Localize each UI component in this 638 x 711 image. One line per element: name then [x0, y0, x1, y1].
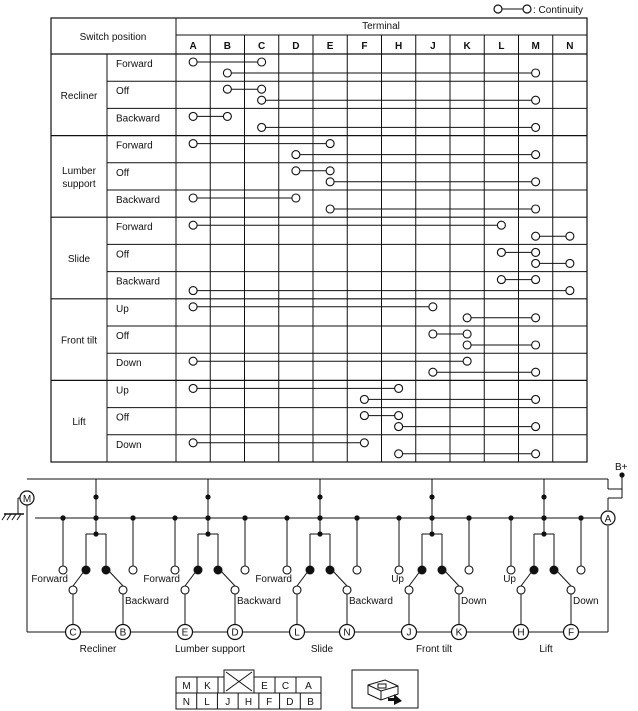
switch-position-label: Down: [116, 358, 142, 370]
continuity-terminal: [360, 395, 368, 403]
junction-dot: [429, 515, 434, 520]
continuity-terminal: [258, 123, 266, 131]
continuity-terminal: [292, 151, 300, 159]
switch-contact: [343, 586, 351, 594]
switch-position-label: Forward: [116, 222, 153, 234]
continuity-legend: [494, 5, 583, 16]
svg-text:A: A: [604, 514, 612, 525]
switch-position-header: Switch position: [79, 32, 147, 43]
contact-upper: [395, 566, 403, 574]
continuity-terminal: [463, 330, 471, 338]
position-label-forward: Forward: [143, 574, 180, 585]
continuity-terminal: [189, 357, 197, 365]
continuity-terminal: [532, 205, 540, 213]
junction-dot: [466, 515, 471, 520]
junction-dot: [541, 515, 546, 520]
continuity-terminal: [258, 85, 266, 93]
connector-pin-label: N: [182, 697, 190, 708]
position-label-backward: Down: [461, 596, 487, 607]
continuity-terminal: [532, 96, 540, 104]
connector-pin-label: D: [286, 697, 294, 708]
continuity-terminal: [395, 412, 403, 420]
contact-upper: [283, 566, 291, 574]
continuity-terminal: [258, 96, 266, 104]
battery-node: [619, 472, 624, 477]
position-label-forward: Forward: [31, 574, 68, 585]
switch-position-label: Backward: [116, 113, 160, 125]
switch-contact: [293, 586, 301, 594]
switch-blade: [297, 570, 309, 586]
switch-name-label: Front tilt: [415, 644, 453, 655]
continuity-terminal: [189, 384, 197, 392]
switch-position-label: Forward: [116, 59, 153, 70]
switch-group-label: Lift: [72, 417, 86, 429]
position-label-forward: Up: [391, 574, 404, 585]
switch-contact-common: [326, 566, 334, 574]
terminal-col-header: D: [292, 41, 300, 52]
switch-contact: [69, 586, 77, 594]
connector-terminal-label: E: [181, 627, 189, 639]
continuity-terminal: [532, 123, 540, 131]
position-label-backward: Backward: [349, 596, 393, 607]
switch-name-label: Recliner: [79, 644, 117, 655]
switch-blade: [444, 570, 459, 586]
switch-blade: [185, 570, 197, 586]
continuity-terminal: [497, 276, 505, 284]
switch-contact: [455, 586, 463, 594]
continuity-terminal: [463, 357, 471, 365]
connector-terminal-label: D: [231, 627, 239, 639]
junction-dot: [354, 515, 359, 520]
connector-terminal-label: F: [567, 627, 575, 639]
continuity-legend-label: : Continuity: [533, 5, 584, 16]
continuity-terminal: [189, 221, 197, 229]
connector-terminal-label: K: [455, 627, 463, 639]
junction-dot: [130, 515, 135, 520]
junction-dot: [317, 515, 322, 520]
switch-position-label: Up: [116, 303, 129, 315]
connector-terminal-label: C: [69, 627, 77, 639]
switch-contact: [119, 586, 127, 594]
continuity-terminal: [497, 221, 505, 229]
switch-blade: [332, 570, 347, 586]
continuity-terminal: [566, 259, 574, 267]
continuity-terminal: [189, 287, 197, 295]
terminal-col-header: F: [361, 41, 368, 52]
switch-contact: [181, 586, 189, 594]
switch-position-label: Forward: [116, 140, 153, 152]
continuity-terminal: [189, 112, 197, 120]
connector-pin-label: M: [182, 681, 191, 692]
continuity-terminal: [532, 341, 540, 349]
continuity-terminal: [360, 439, 368, 447]
switch-contact: [567, 586, 575, 594]
continuity-terminal: [258, 58, 266, 66]
switch-position-label: Off: [116, 86, 130, 98]
switch-contact: [231, 586, 239, 594]
switch-blade: [409, 570, 421, 586]
continuity-terminal: [189, 439, 197, 447]
continuity-terminal: [497, 248, 505, 256]
connector-terminal-label: N: [343, 627, 351, 639]
switch-group-label: Front tilt: [60, 335, 98, 347]
terminal-col-header: H: [395, 41, 403, 52]
switch-group-label: support: [62, 178, 96, 190]
junction-dot: [93, 515, 98, 520]
continuity-terminal: [532, 276, 540, 284]
contact-upper: [59, 566, 67, 574]
continuity-terminal: [463, 341, 471, 349]
continuity-terminal: [532, 423, 540, 431]
position-label-forward: Up: [503, 574, 516, 585]
connector-pin-label: B: [307, 697, 314, 708]
connector-pin-label: J: [225, 697, 231, 708]
continuity-terminal: [532, 69, 540, 77]
switch-group-label: Recliner: [60, 90, 98, 102]
contact-upper: [465, 566, 473, 574]
continuity-terminal: [395, 384, 403, 392]
junction-dot: [396, 515, 401, 520]
continuity-terminal: [429, 330, 437, 338]
switch-name-label: Slide: [310, 644, 334, 655]
continuity-terminal: [566, 232, 574, 240]
terminal-col-header: K: [463, 41, 471, 52]
switch-blade: [521, 570, 533, 586]
switch-position-label: Off: [116, 412, 130, 424]
circuit-diagram: [2, 475, 622, 655]
connector-pin-label: F: [266, 697, 273, 708]
continuity-terminal: [326, 140, 334, 148]
terminal-col-header: J: [430, 41, 436, 52]
switch-contact-common: [438, 566, 446, 574]
junction-dot: [205, 515, 210, 520]
continuity-table: [51, 18, 587, 462]
switch-name-label: Lumber support: [174, 644, 246, 655]
continuity-terminal: [532, 395, 540, 403]
terminal-header: Terminal: [362, 21, 400, 32]
terminal-col-header: L: [498, 41, 505, 52]
switch-position-label: Backward: [116, 195, 160, 206]
contact-upper: [129, 566, 137, 574]
continuity-terminal: [429, 303, 437, 311]
switch-position-label: Off: [116, 331, 130, 342]
continuity-terminal: [532, 151, 540, 159]
switch-contact-common: [214, 566, 222, 574]
battery-label: B+: [615, 462, 628, 473]
connector-terminal-label: J: [406, 627, 412, 639]
switch-contact-common: [550, 566, 558, 574]
connector-pin-label: C: [281, 681, 290, 692]
contact-upper: [577, 566, 585, 574]
position-label-backward: Backward: [125, 596, 169, 607]
switch-position-label: Backward: [116, 276, 160, 288]
junction-dot: [284, 515, 289, 520]
terminal-col-header: M: [531, 41, 540, 52]
terminal-col-header: E: [326, 41, 334, 52]
switch-blade: [108, 570, 123, 586]
connector-pin-label: K: [204, 681, 211, 692]
continuity-terminal: [326, 178, 334, 186]
switch-group-label: Slide: [67, 254, 91, 265]
terminal-col-header: N: [566, 41, 574, 52]
motor-terminal: [20, 491, 34, 505]
continuity-terminal: [292, 167, 300, 175]
junction-dot: [578, 515, 583, 520]
continuity-terminal: [429, 368, 437, 376]
position-label-forward: Forward: [255, 574, 292, 585]
continuity-terminal: [532, 232, 540, 240]
svg-text:M: M: [22, 494, 32, 505]
position-label-backward: Down: [573, 596, 599, 607]
switch-blade: [73, 570, 85, 586]
connector-pin-label: E: [261, 681, 268, 692]
connector-terminal-label: L: [294, 627, 300, 639]
terminal-col-header: C: [258, 41, 266, 52]
connector-terminal-label: H: [517, 627, 525, 639]
continuity-terminal: [326, 205, 334, 213]
continuity-terminal: [566, 287, 574, 295]
continuity-terminal: [532, 259, 540, 267]
junction-dot: [172, 515, 177, 520]
terminal-col-header: A: [189, 41, 197, 52]
switch-contact-common: [102, 566, 110, 574]
switch-contact: [517, 586, 525, 594]
switch-position-label: Off: [116, 249, 130, 261]
continuity-terminal: [223, 69, 231, 77]
switch-position-label: Up: [116, 385, 129, 397]
continuity-terminal: [189, 303, 197, 311]
supply-terminal: [601, 511, 615, 525]
continuity-terminal: [532, 368, 540, 376]
continuity-terminal: [463, 314, 471, 322]
contact-upper: [507, 566, 515, 574]
switch-blade: [220, 570, 235, 586]
switch-position-label: Down: [116, 439, 142, 451]
connector-pin-label: A: [305, 681, 312, 692]
continuity-terminal: [395, 450, 403, 458]
continuity-terminal: [223, 112, 231, 120]
continuity-terminal: [532, 178, 540, 186]
contact-upper: [241, 566, 249, 574]
contact-upper: [353, 566, 361, 574]
terminal-col-header: B: [223, 41, 231, 52]
contact-upper: [171, 566, 179, 574]
continuity-terminal: [532, 314, 540, 322]
continuity-terminal: [292, 194, 300, 202]
connector-pin-label: L: [204, 697, 210, 708]
continuity-terminal: [189, 58, 197, 66]
continuity-terminal: [532, 248, 540, 256]
continuity-terminal: [360, 412, 368, 420]
continuity-terminal: [532, 450, 540, 458]
continuity-terminal: [189, 194, 197, 202]
junction-dot: [508, 515, 513, 520]
continuity-terminal: [189, 140, 197, 148]
position-label-backward: Backward: [237, 596, 281, 607]
switch-group-label: Lumber: [62, 165, 96, 177]
switch-name-label: Lift: [539, 644, 553, 655]
continuity-terminal: [395, 423, 403, 431]
continuity-terminal: [326, 167, 334, 175]
connector-view-icon: [352, 670, 418, 708]
switch-contact: [405, 586, 413, 594]
connector-terminal-label: B: [119, 627, 127, 639]
connector-face: [176, 670, 321, 709]
switch-position-label: Off: [116, 167, 130, 179]
junction-dot: [242, 515, 247, 520]
switch-blade: [556, 570, 571, 586]
junction-dot: [60, 515, 65, 520]
connector-pin-label: H: [244, 697, 253, 708]
continuity-terminal: [223, 85, 231, 93]
